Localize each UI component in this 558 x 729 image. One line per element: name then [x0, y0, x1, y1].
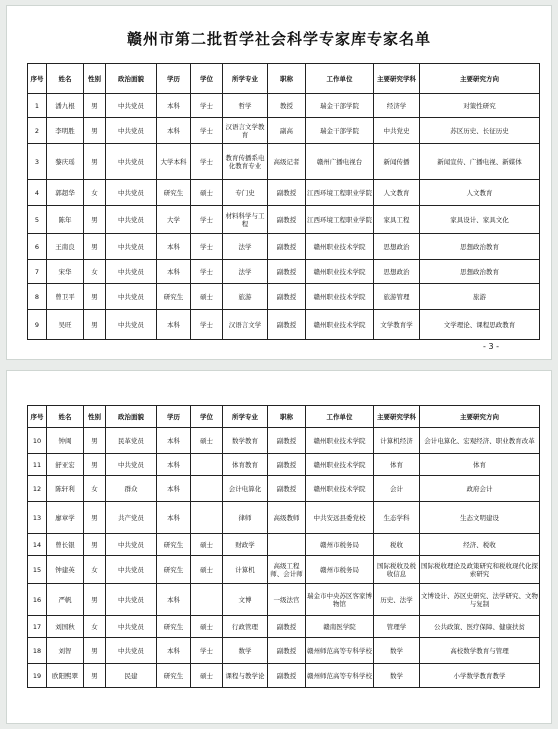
- column-header: 政治面貌: [106, 64, 157, 94]
- table-row: [28, 428, 540, 454]
- table-cell: 吴旺: [47, 310, 84, 340]
- table-cell: 人文教育: [374, 180, 420, 206]
- table-row: [28, 584, 540, 616]
- document-title: 赣州市第二批哲学社会科学专家库专家名单: [126, 30, 431, 48]
- column-header: 姓名: [47, 64, 84, 94]
- table-cell: 赣州职业技术学院: [306, 310, 374, 340]
- table-cell: 2: [28, 118, 47, 144]
- table-cell: 赣南医学院: [306, 616, 374, 638]
- table-cell: 硕士: [191, 534, 223, 556]
- table-row: [28, 638, 540, 664]
- table-cell: 钟建英: [47, 556, 84, 584]
- table-cell: 国际税收及税收信息: [374, 556, 420, 584]
- table-cell: 女: [84, 556, 106, 584]
- table-cell: 潘九根: [47, 94, 84, 118]
- table-cell: 王南良: [47, 234, 84, 260]
- table-cell: 3: [28, 144, 47, 180]
- table-cell: 中共党员: [106, 584, 157, 616]
- table-cell: 本科: [157, 310, 191, 340]
- table-cell: 赣州职业技术学院: [306, 454, 374, 476]
- table-cell: 学士: [191, 118, 223, 144]
- table-cell: 汉语言文学: [223, 310, 268, 340]
- table-cell: 宋华: [47, 260, 84, 284]
- column-header: 性别: [84, 64, 106, 94]
- table-row: [28, 260, 540, 284]
- table-cell: 中共党员: [106, 454, 157, 476]
- table-cell: 数学: [374, 638, 420, 664]
- table-cell: 学士: [191, 638, 223, 664]
- table-row: [28, 502, 540, 534]
- table-cell: 硕士: [191, 428, 223, 454]
- table-cell: 学士: [191, 144, 223, 180]
- table-cell: 郭超华: [47, 180, 84, 206]
- table-cell: 教授: [268, 94, 306, 118]
- column-header: 学位: [191, 64, 223, 94]
- table-cell: 思想政治教育: [420, 260, 540, 284]
- table-cell: 副教授: [268, 454, 306, 476]
- table-cell: 税收: [374, 534, 420, 556]
- table-cell: 陈年: [47, 206, 84, 234]
- column-header: 工作单位: [306, 406, 374, 428]
- table-cell: 新闻宣传、广播电视、新媒体: [420, 144, 540, 180]
- column-header: 性别: [84, 406, 106, 428]
- table-cell: 哲学: [223, 94, 268, 118]
- table-row: [28, 476, 540, 502]
- table-cell: 副教授: [268, 284, 306, 310]
- column-header: 主要研究方向: [420, 64, 540, 94]
- table-cell: 体育教育: [223, 454, 268, 476]
- column-header: 学历: [157, 64, 191, 94]
- table-cell: 大学本科: [157, 144, 191, 180]
- table-cell: 管理学: [374, 616, 420, 638]
- column-header: 主要研究方向: [420, 406, 540, 428]
- table-cell: 大学: [157, 206, 191, 234]
- table-cell: 材料科学与工程: [223, 206, 268, 234]
- table-cell: 本科: [157, 234, 191, 260]
- table-cell: 曾卫平: [47, 284, 84, 310]
- table-cell: 副教授: [268, 664, 306, 688]
- table-cell: 生态文明建设: [420, 502, 540, 534]
- table-cell: 体育: [374, 454, 420, 476]
- table-cell: 学士: [191, 234, 223, 260]
- table-cell: 女: [84, 260, 106, 284]
- table-cell: 硕士: [191, 664, 223, 688]
- table-cell: 副教授: [268, 476, 306, 502]
- table-cell: 赣州师范高等专科学校: [306, 638, 374, 664]
- document-page-1: [6, 5, 552, 360]
- expert-table-page2: [27, 405, 540, 688]
- table-cell: 旅游: [420, 284, 540, 310]
- table-cell: 赣州职业技术学院: [306, 234, 374, 260]
- table-cell: 经济、税收: [420, 534, 540, 556]
- table-cell: 副教授: [268, 310, 306, 340]
- table-cell: 副教授: [268, 206, 306, 234]
- table-cell: [191, 454, 223, 476]
- table-cell: 女: [84, 180, 106, 206]
- table-cell: 6: [28, 234, 47, 260]
- table-cell: 女: [84, 616, 106, 638]
- table-cell: 14: [28, 534, 47, 556]
- table-cell: 陈轩利: [47, 476, 84, 502]
- table-cell: 对策性研究: [420, 94, 540, 118]
- table-cell: 群众: [106, 476, 157, 502]
- table-cell: 法学: [223, 260, 268, 284]
- table-cell: 男: [84, 284, 106, 310]
- table-cell: 律师: [223, 502, 268, 534]
- table-cell: 男: [84, 206, 106, 234]
- table-cell: 会计电算化: [223, 476, 268, 502]
- table-cell: [191, 476, 223, 502]
- table-cell: 5: [28, 206, 47, 234]
- table-cell: 中共党员: [106, 234, 157, 260]
- table-cell: 文博设计、苏区史研究、法学研究、文物与复制: [420, 584, 540, 616]
- table-cell: 课程与教学论: [223, 664, 268, 688]
- table-cell: 高级工程师、会计师: [268, 556, 306, 584]
- table-cell: 数学: [223, 638, 268, 664]
- table-cell: 民建: [106, 664, 157, 688]
- table-cell: 赣州广播电视台: [306, 144, 374, 180]
- table-row: [28, 556, 540, 584]
- table-cell: 中共党员: [106, 180, 157, 206]
- table-cell: 18: [28, 638, 47, 664]
- table-cell: 男: [84, 638, 106, 664]
- table-cell: [268, 534, 306, 556]
- table-cell: 7: [28, 260, 47, 284]
- column-header: 学历: [157, 406, 191, 428]
- table-cell: [191, 584, 223, 616]
- table-cell: 瑞金干部学院: [306, 118, 374, 144]
- table-cell: 赣州职业技术学院: [306, 260, 374, 284]
- table-cell: 19: [28, 664, 47, 688]
- table-cell: 12: [28, 476, 47, 502]
- table-cell: 本科: [157, 502, 191, 534]
- table-cell: 廖章学: [47, 502, 84, 534]
- table-cell: 1: [28, 94, 47, 118]
- table-cell: 男: [84, 454, 106, 476]
- table-cell: 赣州师范高等专科学校: [306, 664, 374, 688]
- table-cell: 赣州职业技术学院: [306, 476, 374, 502]
- column-header: 工作单位: [306, 64, 374, 94]
- table-cell: 学士: [191, 94, 223, 118]
- table-cell: 李明胜: [47, 118, 84, 144]
- table-cell: 副教授: [268, 616, 306, 638]
- table-cell: 文学理论、课程思政教育: [420, 310, 540, 340]
- table-row: [28, 664, 540, 688]
- table-cell: 家具工程: [374, 206, 420, 234]
- table-cell: 旅游: [223, 284, 268, 310]
- table-cell: 硕士: [191, 616, 223, 638]
- table-cell: 国际税收理论及政策研究和税收现代化探索研究: [420, 556, 540, 584]
- column-header: 学位: [191, 406, 223, 428]
- table-row: [28, 454, 540, 476]
- table-cell: 硕士: [191, 284, 223, 310]
- table-cell: 计算机: [223, 556, 268, 584]
- column-header: 政治面貌: [106, 406, 157, 428]
- table-cell: 赣州市税务局: [306, 556, 374, 584]
- column-header: 序号: [28, 64, 47, 94]
- table-row: [28, 206, 540, 234]
- table-row: [28, 144, 540, 180]
- table-cell: 民革党员: [106, 428, 157, 454]
- column-header: 姓名: [47, 406, 84, 428]
- table-cell: 本科: [157, 118, 191, 144]
- table-cell: 中共党员: [106, 310, 157, 340]
- table-cell: 副教授: [268, 234, 306, 260]
- table-cell: 旅游管理: [374, 284, 420, 310]
- table-cell: 本科: [157, 94, 191, 118]
- table-cell: 瑞金市中央苏区客家博物馆: [306, 584, 374, 616]
- table-cell: 江西环境工程职业学院: [306, 206, 374, 234]
- table-cell: 女: [84, 476, 106, 502]
- table-cell: 4: [28, 180, 47, 206]
- table-cell: 文学教育学: [374, 310, 420, 340]
- table-cell: 刘智: [47, 638, 84, 664]
- table-cell: 行政管理: [223, 616, 268, 638]
- table-cell: 男: [84, 502, 106, 534]
- table-cell: 9: [28, 310, 47, 340]
- table-cell: 研究生: [157, 534, 191, 556]
- table-cell: 黎庆瑶: [47, 144, 84, 180]
- table-cell: 男: [84, 310, 106, 340]
- table-row: [28, 284, 540, 310]
- table-cell: [191, 502, 223, 534]
- table-cell: 小学数学教育教学: [420, 664, 540, 688]
- page-number: - 3 -: [483, 342, 499, 351]
- table-cell: 16: [28, 584, 47, 616]
- table-cell: 人文教育: [420, 180, 540, 206]
- column-header: 主要研究学科: [374, 406, 420, 428]
- table-cell: 苏区历史、长征历史: [420, 118, 540, 144]
- table-row: [28, 616, 540, 638]
- table-cell: 硕士: [191, 180, 223, 206]
- table-row: [28, 118, 540, 144]
- table-cell: 本科: [157, 638, 191, 664]
- table-row: [28, 180, 540, 206]
- table-cell: 生态学科: [374, 502, 420, 534]
- table-cell: 瑞金干部学院: [306, 94, 374, 118]
- table-cell: 副教授: [268, 428, 306, 454]
- column-header: 所学专业: [223, 64, 268, 94]
- column-header: 序号: [28, 406, 47, 428]
- column-header: 职称: [268, 64, 306, 94]
- table-cell: 中共党员: [106, 144, 157, 180]
- table-cell: 男: [84, 664, 106, 688]
- table-cell: 严帆: [47, 584, 84, 616]
- table-cell: 家具设计、家具文化: [420, 206, 540, 234]
- table-cell: 学士: [191, 260, 223, 284]
- table-cell: 硕士: [191, 556, 223, 584]
- table-cell: 中共党史: [374, 118, 420, 144]
- table-cell: 经济学: [374, 94, 420, 118]
- table-cell: 10: [28, 428, 47, 454]
- table-cell: 男: [84, 584, 106, 616]
- table-cell: 11: [28, 454, 47, 476]
- table-cell: 男: [84, 234, 106, 260]
- table-cell: 男: [84, 118, 106, 144]
- table-cell: 中共党员: [106, 534, 157, 556]
- table-cell: 法学: [223, 234, 268, 260]
- table-cell: 副教授: [268, 638, 306, 664]
- table-cell: 中共党员: [106, 638, 157, 664]
- table-cell: 学士: [191, 206, 223, 234]
- table-cell: 钟闽: [47, 428, 84, 454]
- table-cell: 中共党员: [106, 260, 157, 284]
- table-cell: 公共政策、医疗保障、健康扶贫: [420, 616, 540, 638]
- table-cell: 本科: [157, 454, 191, 476]
- table-cell: 赣州市税务局: [306, 534, 374, 556]
- table-cell: 江西环境工程职业学院: [306, 180, 374, 206]
- table-header-row: [28, 406, 540, 428]
- table-cell: 副教授: [268, 260, 306, 284]
- table-cell: 数学: [374, 664, 420, 688]
- column-header: 职称: [268, 406, 306, 428]
- table-cell: 赣州职业技术学院: [306, 428, 374, 454]
- table-cell: 教育传播系电化教育专业: [223, 144, 268, 180]
- table-cell: 专门史: [223, 180, 268, 206]
- table-cell: 财政学: [223, 534, 268, 556]
- table-cell: 研究生: [157, 556, 191, 584]
- table-cell: 男: [84, 94, 106, 118]
- table-cell: 历史、法学: [374, 584, 420, 616]
- table-cell: 高级记者: [268, 144, 306, 180]
- table-cell: 数学教育: [223, 428, 268, 454]
- table-cell: 研究生: [157, 284, 191, 310]
- table-cell: 高校数学教育与管理: [420, 638, 540, 664]
- table-cell: 共产党员: [106, 502, 157, 534]
- table-cell: 13: [28, 502, 47, 534]
- table-cell: 会计: [374, 476, 420, 502]
- table-row: [28, 310, 540, 340]
- table-row: [28, 94, 540, 118]
- table-cell: 思想政治教育: [420, 234, 540, 260]
- table-cell: 本科: [157, 428, 191, 454]
- table-cell: 本科: [157, 476, 191, 502]
- table-cell: 中共党员: [106, 556, 157, 584]
- document-page-2: [6, 370, 552, 724]
- table-cell: 中共安远县委党校: [306, 502, 374, 534]
- table-cell: 会计电算化、宏观经济、职业教育改革: [420, 428, 540, 454]
- table-cell: 文博: [223, 584, 268, 616]
- table-cell: 高级教师: [268, 502, 306, 534]
- table-cell: 17: [28, 616, 47, 638]
- column-header: 所学专业: [223, 406, 268, 428]
- table-cell: 思想政治: [374, 234, 420, 260]
- table-cell: 研究生: [157, 616, 191, 638]
- table-cell: 新闻传播: [374, 144, 420, 180]
- table-cell: 本科: [157, 260, 191, 284]
- table-cell: 男: [84, 428, 106, 454]
- column-header: 主要研究学科: [374, 64, 420, 94]
- table-cell: 思想政治: [374, 260, 420, 284]
- table-cell: 副高: [268, 118, 306, 144]
- table-cell: 8: [28, 284, 47, 310]
- table-cell: 赣州职业技术学院: [306, 284, 374, 310]
- table-cell: 中共党员: [106, 118, 157, 144]
- table-cell: 男: [84, 534, 106, 556]
- table-cell: 副教授: [268, 180, 306, 206]
- table-cell: 计算机经济: [374, 428, 420, 454]
- table-cell: 欧阳熙翠: [47, 664, 84, 688]
- table-cell: 汉语言文学教育: [223, 118, 268, 144]
- table-cell: 研究生: [157, 180, 191, 206]
- table-header-row: [28, 64, 540, 94]
- table-cell: 中共党员: [106, 94, 157, 118]
- table-cell: 体育: [420, 454, 540, 476]
- table-cell: 舒亚宏: [47, 454, 84, 476]
- table-cell: 学士: [191, 310, 223, 340]
- table-row: [28, 534, 540, 556]
- table-cell: 刘国秋: [47, 616, 84, 638]
- table-cell: 中共党员: [106, 206, 157, 234]
- expert-table-page1: [27, 63, 540, 340]
- table-cell: 研究生: [157, 664, 191, 688]
- table-cell: 15: [28, 556, 47, 584]
- table-cell: 政府会计: [420, 476, 540, 502]
- table-cell: 一级法官: [268, 584, 306, 616]
- table-cell: 曾长银: [47, 534, 84, 556]
- table-row: [28, 234, 540, 260]
- table-cell: 本科: [157, 584, 191, 616]
- table-cell: 中共党员: [106, 284, 157, 310]
- table-cell: 中共党员: [106, 616, 157, 638]
- table-cell: 男: [84, 144, 106, 180]
